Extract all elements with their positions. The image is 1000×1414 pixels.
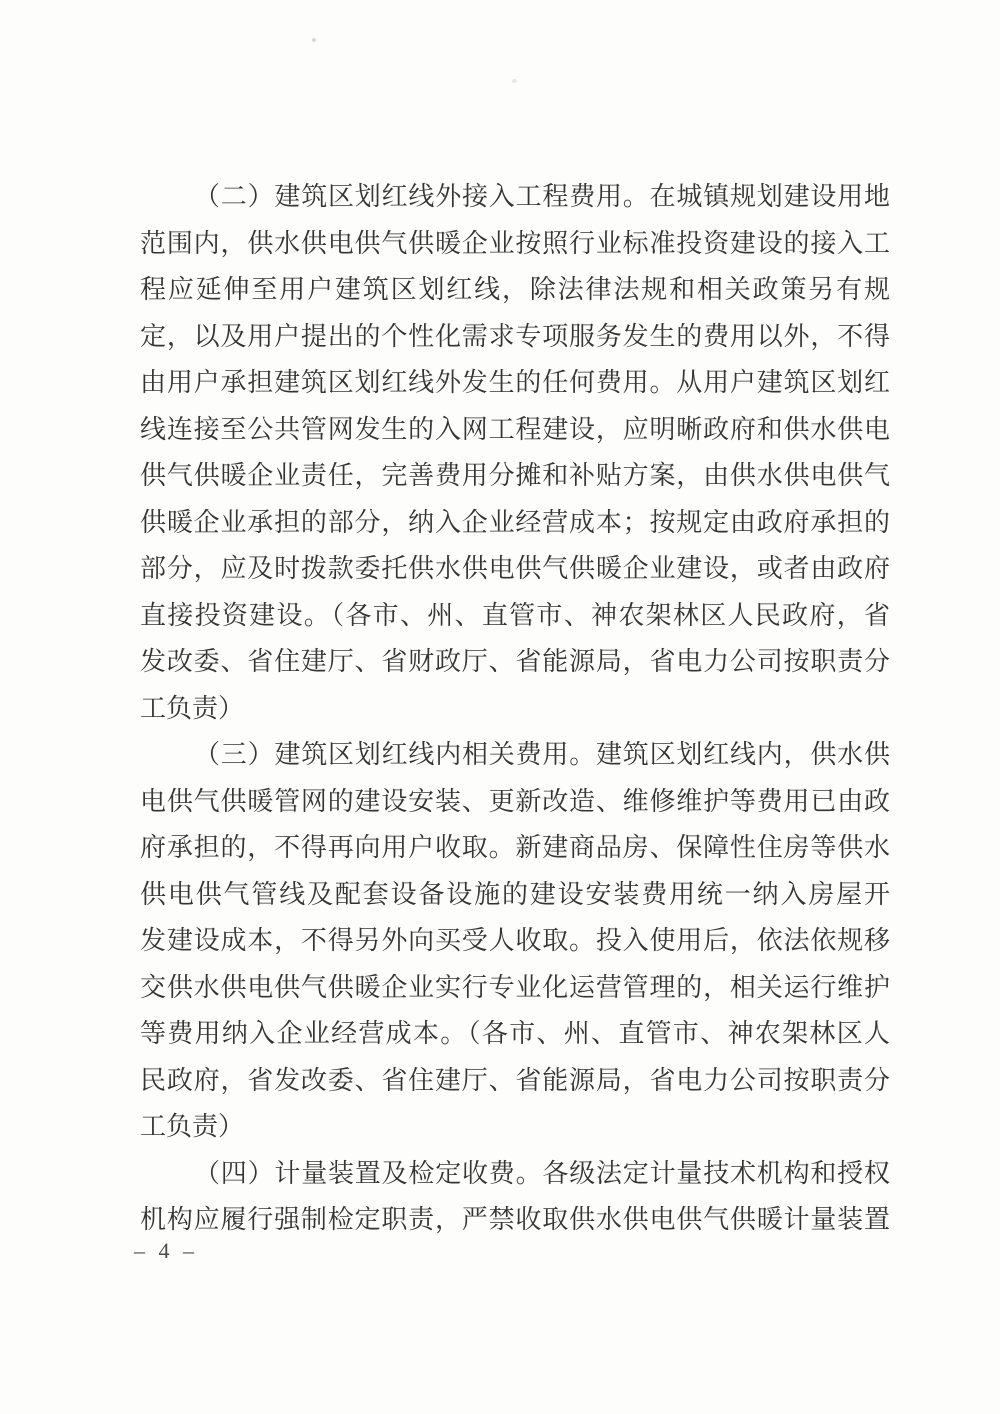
scan-speckle	[312, 38, 316, 42]
text-line: （二）建筑区划红线外接入工程费用。在城镇规划建设用地	[194, 182, 890, 211]
text-line: （四）计量装置及检定收费。各级法定计量技术机构和授权	[194, 1158, 890, 1188]
text-line: 交供水供电供气供暖企业实行专业化运营管理的，相关运行维护	[140, 972, 890, 1002]
text-line: 范围内，供水供电供气供暖企业按照行业标准投资建设的接入工	[140, 228, 890, 258]
text-line: 直接投资建设。（各市、州、直管市、神农架林区人民政府，省	[140, 600, 890, 630]
text-line: 工负责）	[140, 693, 245, 723]
text-line: 供气供暖企业责任，完善费用分摊和补贴方案，由供水供电供气	[140, 461, 890, 490]
page-number: – 4 –	[134, 1238, 198, 1263]
text-line: 府承担的，不得再向用户收取。新建商品房、保障性住房等供水	[140, 833, 890, 862]
scan-speckle	[512, 79, 517, 83]
text-line: 程应延伸至用户建筑区划红线，除法律法规和相关政策另有规	[140, 275, 890, 304]
text-line: 民政府，省发改委、省住建厅、省能源局，省电力公司按职责分	[140, 1065, 890, 1095]
text-line: 供电供气管线及配套设备设施的建设安装费用统一纳入房屋开	[140, 879, 890, 909]
text-line: 发建设成本，不得另外向买受人收取。投入使用后，依法依规移	[140, 926, 890, 955]
document-body	[140, 174, 890, 1244]
text-line: 机构应履行强制检定职责，严禁收取供水供电供气供暖计量装置	[140, 1205, 890, 1234]
text-line: （三）建筑区划红线内相关费用。建筑区划红线内，供水供	[194, 740, 890, 769]
text-line: 发改委、省住建厅、省财政厅、省能源局，省电力公司按职责分	[140, 647, 890, 676]
text-line: 供暖企业承担的部分，纳入企业经营成本；按规定由政府承担的	[140, 507, 890, 537]
text-line: 部分，应及时拨款委托供水供电供气供暖企业建设，或者由政府	[140, 554, 890, 583]
text-line: 电供气供暖管网的建设安装、更新改造、维修维护等费用已由政	[140, 786, 890, 816]
text-line: 定，以及用户提出的个性化需求专项服务发生的费用以外，不得	[140, 321, 890, 351]
text-line: 等费用纳入企业经营成本。（各市、州、直管市、神农架林区人	[140, 1019, 890, 1048]
text-line: 线连接至公共管网发生的入网工程建设，应明晰政府和供水供电	[140, 414, 890, 444]
text-line: 工负责）	[140, 1112, 245, 1141]
text-line: 由用户承担建筑区划红线外发生的任何费用。从用户建筑区划红	[140, 368, 890, 397]
